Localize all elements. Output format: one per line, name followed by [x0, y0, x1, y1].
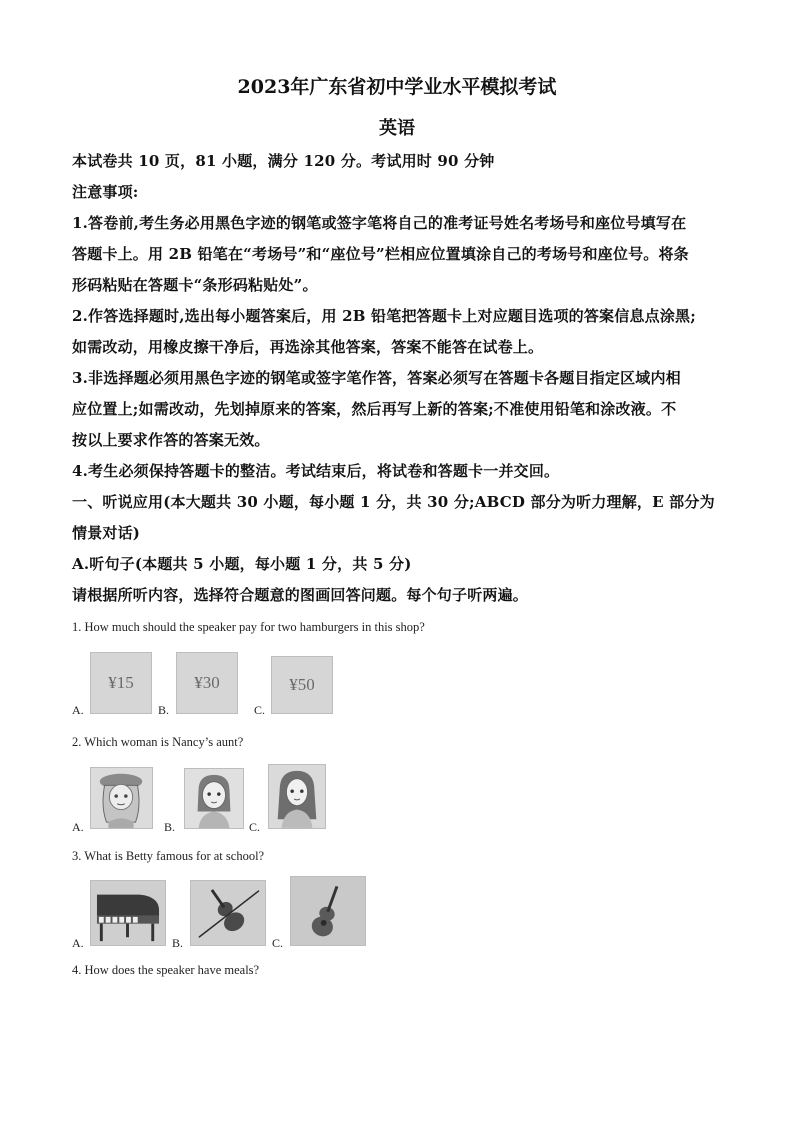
q1-price-b: ¥30 — [194, 673, 220, 692]
q1-option-b-label: B. — [158, 703, 170, 717]
q3-option-a-label: A. — [72, 936, 84, 950]
exam-info: 本试卷共 10 页，81 小题，满分 120 分。考试用时 90 分钟 — [72, 152, 495, 170]
q1-option-a-image — [90, 652, 152, 714]
note1-line2: 答题卡上。用 2B 铅笔在“考场号”和“座位号”栏相应位置填涂自己的考场号和座位号。将条 — [72, 245, 689, 263]
notes-heading: 注意事项: — [72, 183, 139, 201]
q1-price-a: ¥15 — [108, 673, 134, 692]
violin-icon — [191, 881, 265, 945]
question-1-text: 1. How much should the speaker pay for two hamburgers in this shop? — [72, 620, 425, 634]
note3-line1: 3.非选择题必须用黑色字迹的钢笔或签字笔作答，答案必须写在答题卡各题目指定区域内相 — [72, 369, 681, 387]
question-3-text: 3. What is Betty famous for at school? — [72, 849, 265, 863]
q3-piano-image — [90, 880, 166, 946]
note3-line2: 应位置上;如需改动，先划掉原来的答案，然后再写上新的答案;不准使用铅笔和涂改液。不 — [72, 400, 677, 418]
note4: 4.考生必须保持答题卡的整洁。考试结束后，将试卷和答题卡一并交回。 — [72, 462, 560, 480]
q2-option-c-label: C. — [249, 820, 261, 834]
q1-option-c-label: C. — [254, 703, 266, 717]
q3-guitar-image — [290, 876, 366, 946]
question-4-text: 4. How does the speaker have meals? — [72, 963, 260, 977]
q3-option-b-label: B. — [172, 936, 184, 950]
piano-icon — [91, 881, 165, 945]
guitar-icon — [291, 877, 365, 945]
exam-subject: 英语 — [379, 118, 415, 139]
note1-line1: 1.答卷前,考生务必用黑色字迹的钢笔或签字笔将自己的准考证号姓名考场号和座位号填写在 — [72, 214, 687, 232]
q3-option-c-label: C. — [272, 936, 284, 950]
q2-option-b-label: B. — [164, 820, 176, 834]
girl-short-hair-icon — [185, 769, 243, 828]
question-2-text: 2. Which woman is Nancy’s aunt? — [72, 735, 244, 749]
exam-title: 2023年广东省初中学业水平模拟考试 — [237, 76, 557, 98]
q1-option-b-image — [176, 652, 238, 714]
q2-girl-short-hair-image — [184, 768, 244, 829]
partA-heading: A.听句子(本题共 5 小题，每小题 1 分，共 5 分) — [72, 555, 412, 573]
note2-line1: 2.作答选择题时,选出每小题答案后，用 2B 铅笔把答题卡上对应题目选项的答案信息点涂黑; — [72, 307, 696, 325]
q1-option-a-label: A. — [72, 703, 84, 717]
q1-price-c: ¥50 — [289, 675, 315, 694]
note1-line3: 形码粘贴在答题卡“条形码粘贴处”。 — [72, 276, 318, 294]
partA-instruction: 请根据所听内容，选择符合题意的图画回答问题。每个句子听两遍。 — [72, 586, 529, 604]
q1-option-c-image — [271, 656, 333, 714]
q2-girl-with-hat-image — [90, 767, 153, 829]
woman-long-hair-icon — [269, 765, 325, 828]
note3-line3: 按以上要求作答的答案无效。 — [72, 431, 270, 449]
girl-with-hat-icon — [91, 768, 152, 828]
section1-heading-line2: 情景对话) — [72, 524, 141, 542]
q2-woman-long-hair-image — [268, 764, 326, 829]
q2-option-a-label: A. — [72, 820, 84, 834]
section1-heading-line1: 一、听说应用(本大题共 30 小题，每小题 1 分，共 30 分;ABCD 部分为听力理解，E 部分为 — [72, 493, 715, 511]
q3-violin-image — [190, 880, 266, 946]
note2-line2: 如需改动，用橡皮擦干净后，再选涂其他答案，答案不能答在试卷上。 — [72, 338, 544, 356]
